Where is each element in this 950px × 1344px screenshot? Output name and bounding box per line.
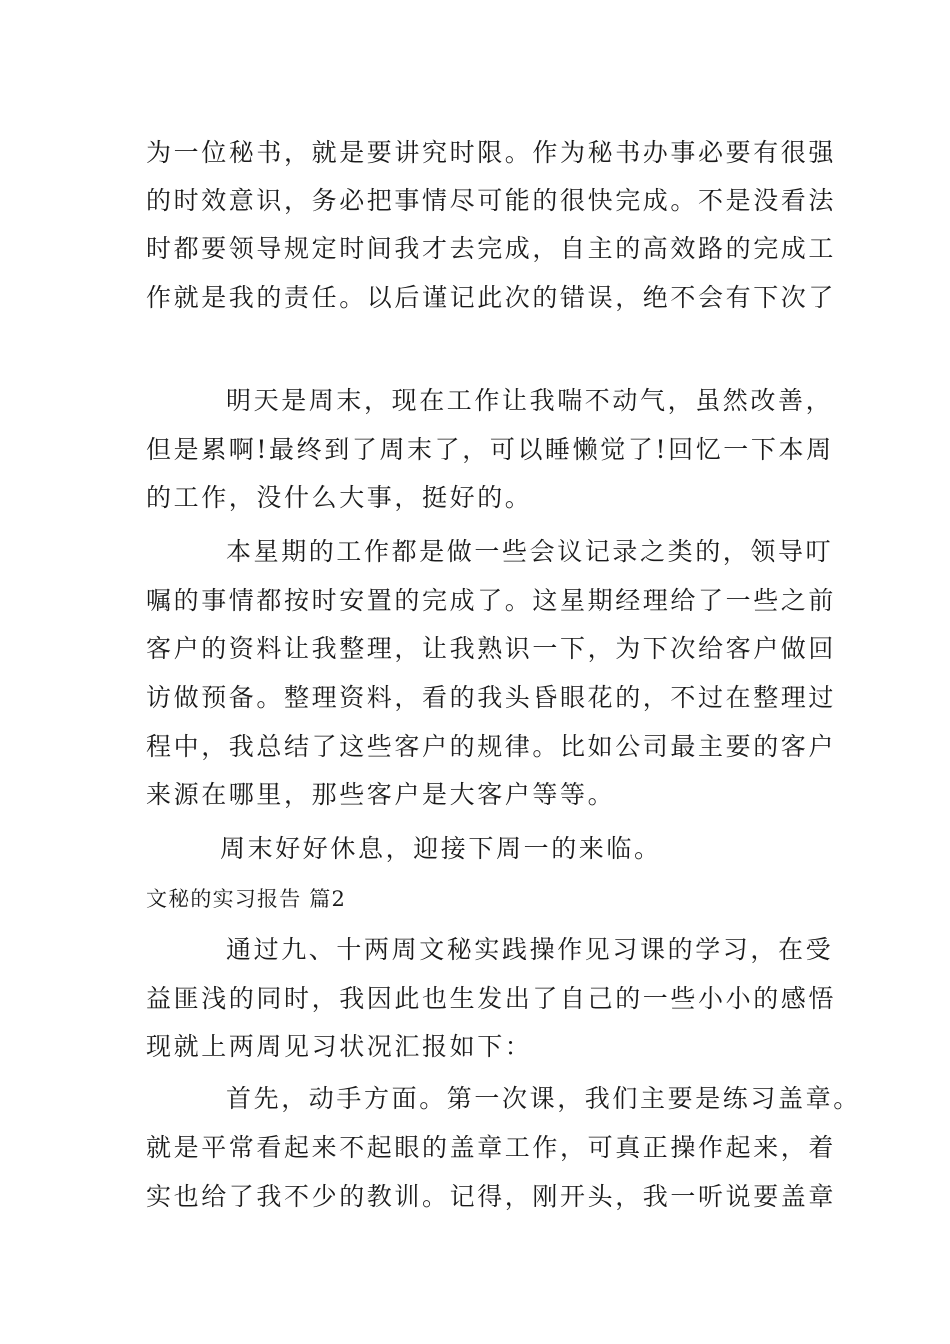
text-line: 的工作，没什么大事，挺好的。 <box>146 483 533 512</box>
text-line: 程中，我总结了这些客户的规律。比如公司最主要的客户 <box>146 732 837 761</box>
text-line: 访做预备。整理资料，看的我头昏眼花的，不过在整理过 <box>146 683 837 712</box>
text-line: 通过九、十两周文秘实践操作见习课的学习，在受 <box>226 935 834 964</box>
text-line: 的时效意识，务必把事情尽可能的很快完成。不是没看法 <box>146 186 837 215</box>
text-line: 客户的资料让我整理，让我熟识一下，为下次给客户做回 <box>146 634 837 663</box>
text-line: 就是平常看起来不起眼的盖章工作，可真正操作起来，着 <box>146 1133 837 1162</box>
text-line: 首先，动手方面。第一次课，我们主要是练习盖章。 <box>226 1084 861 1113</box>
text-line: 为一位秘书，就是要讲究时限。作为秘书办事必要有很强 <box>146 138 837 167</box>
text-line: 嘱的事情都按时安置的完成了。这星期经理给了一些之前 <box>146 586 837 615</box>
text-line: 现就上两周见习状况汇报如下： <box>146 1032 533 1061</box>
text-line: 本星期的工作都是做一些会议记录之类的，领导叮 <box>226 537 834 566</box>
text-line: 益匪浅的同时，我因此也生发出了自己的一些小小的感悟 <box>146 984 837 1013</box>
text-line: 实也给了我不少的教训。记得，刚开头，我一听说要盖章 <box>146 1182 837 1211</box>
text-line: 来源在哪里，那些客户是大客户等等。 <box>146 780 616 809</box>
text-line: 时都要领导规定时间我才去完成，自主的高效路的完成工 <box>146 234 837 263</box>
text-line: 明天是周末，现在工作让我喘不动气，虽然改善， <box>226 386 834 415</box>
text-line: 周末好好休息，迎接下周一的来临。 <box>220 834 662 863</box>
text-line: 但是累啊!最终到了周末了，可以睡懒觉了!回忆一下本周 <box>146 435 834 464</box>
section-heading: 文秘的实习报告 篇2 <box>146 887 347 911</box>
text-line: 作就是我的责任。以后谨记此次的错误，绝不会有下次了 <box>146 283 837 312</box>
